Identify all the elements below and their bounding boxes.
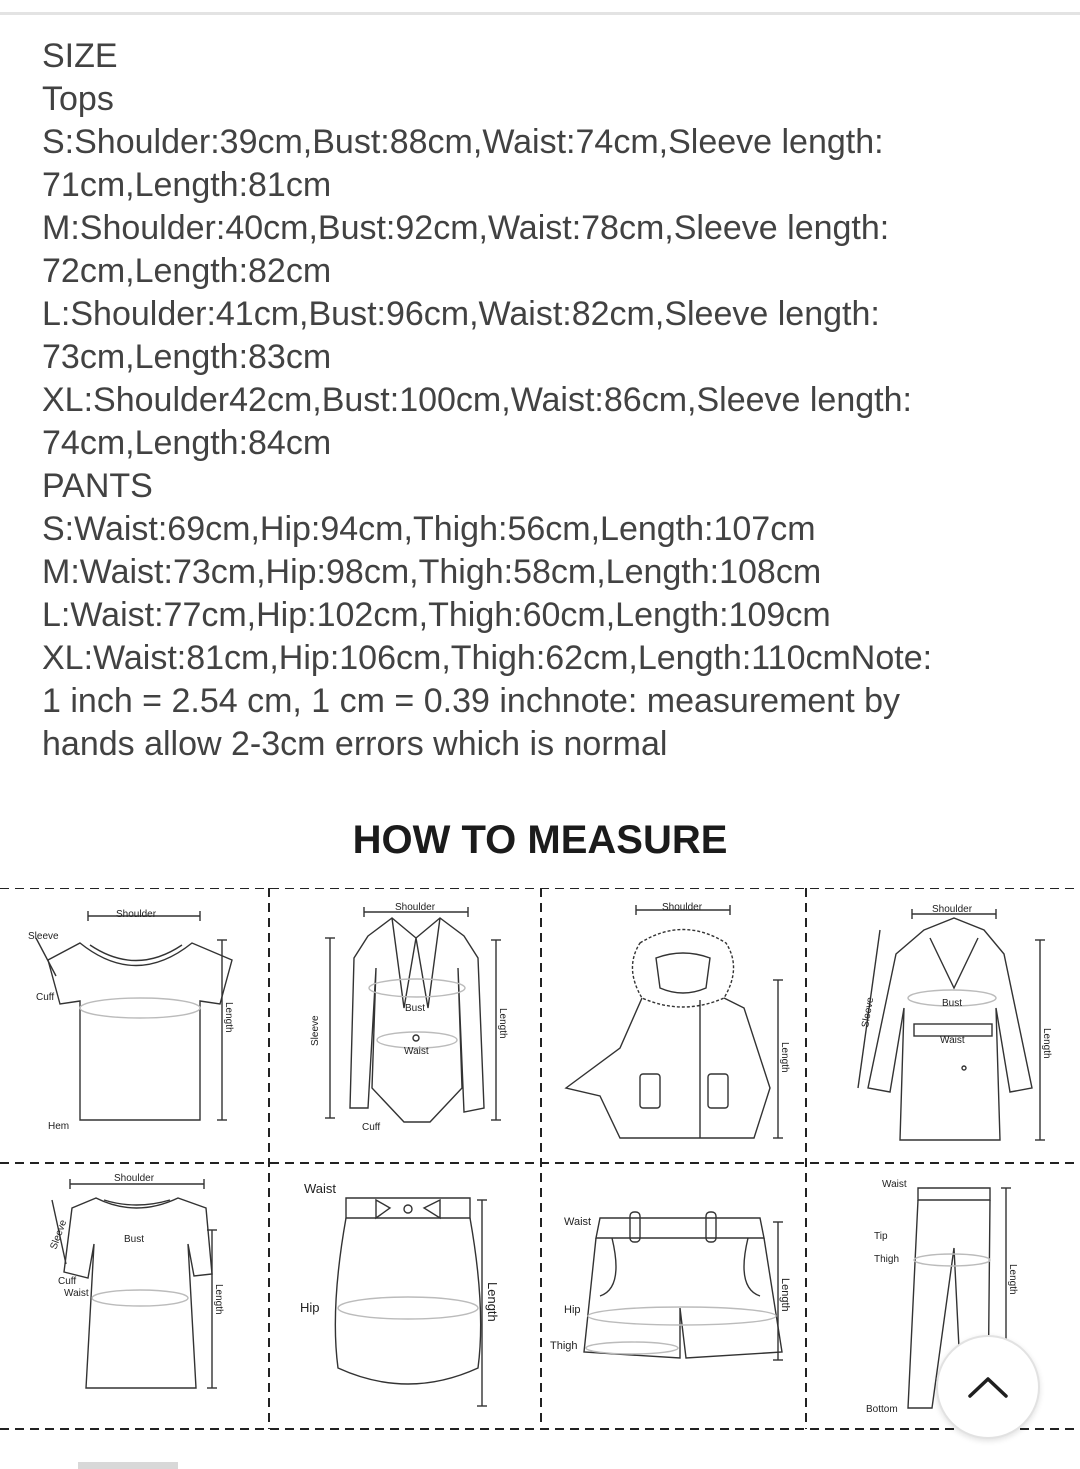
scroll-to-top-button[interactable] — [936, 1335, 1040, 1439]
desc-line: S:Waist:69cm,Hip:94cm,Thigh:56cm,Length:107cm — [42, 510, 816, 548]
blazer-sleeve-label: Sleeve — [310, 1015, 321, 1046]
desc-line: 72cm,Length:82cm — [42, 252, 332, 290]
desc-line: L:Waist:77cm,Hip:102cm,Thigh:60cm,Length:109cm — [42, 596, 831, 634]
skirt-waist-label: Waist — [304, 1181, 337, 1196]
blazer-shoulder-label: Shoulder — [395, 902, 436, 913]
desc-line: M:Shoulder:40cm,Bust:92cm,Waist:78cm,Sleeve length: — [42, 209, 890, 247]
dress-bust-label: Bust — [124, 1234, 145, 1245]
desc-line: S:Shoulder:39cm,Bust:88cm,Waist:74cm,Sleeve length: — [42, 123, 884, 161]
trousers-length-label: Length — [1007, 1264, 1018, 1295]
blazer-length-label: Length — [497, 1008, 508, 1039]
desc-line: Tops — [42, 80, 114, 118]
desc-line: hands allow 2-3cm errors which is normal — [42, 725, 668, 763]
trousers-thigh-label: Thigh — [874, 1254, 900, 1265]
dress-diagram — [52, 1179, 217, 1388]
coat-waist-label: Waist — [940, 1035, 965, 1046]
skirt-diagram — [335, 1198, 487, 1406]
coat-sleeve-label: Sleeve — [860, 996, 877, 1029]
desc-line: SIZE — [42, 37, 118, 75]
shorts-length-label: Length — [779, 1278, 791, 1312]
dress-shoulder-label: Shoulder — [114, 1173, 155, 1184]
desc-line: M:Waist:73cm,Hip:98cm,Thigh:58cm,Length:108cm — [42, 553, 822, 591]
desc-line: 71cm,Length:81cm — [42, 166, 332, 204]
blazer-diagram — [325, 907, 501, 1122]
trousers-tip-label: Tip — [874, 1231, 888, 1242]
tshirt-sleeve-label: Sleeve — [28, 931, 59, 942]
size-description — [42, 35, 1062, 766]
desc-line: XL:Waist:81cm,Hip:106cm,Thigh:62cm,Length:110cmNote: — [42, 639, 933, 677]
desc-line: 74cm,Length:84cm — [42, 424, 332, 462]
grid-lines — [0, 888, 1080, 1429]
tshirt-diagram — [36, 911, 232, 1120]
dress-waist-label: Waist — [64, 1288, 89, 1299]
trousers-waist-label: Waist — [882, 1179, 907, 1190]
desc-line: L:Shoulder:41cm,Bust:96cm,Waist:82cm,Sleeve length: — [42, 295, 880, 333]
skirt-length-label: Length — [485, 1282, 500, 1322]
blazer-waist-label: Waist — [404, 1046, 429, 1057]
coat-diagram — [858, 909, 1045, 1140]
dress-sleeve-label: Sleeve — [48, 1218, 70, 1252]
tshirt-cuff-label: Cuff — [36, 992, 55, 1003]
coat-shoulder-label: Shoulder — [932, 904, 973, 915]
cape-length-label: Length — [779, 1042, 790, 1073]
tshirt-hem-label: Hem — [48, 1121, 70, 1132]
dress-length-label: Length — [213, 1284, 224, 1315]
chevron-up-icon — [966, 1374, 1010, 1400]
shorts-waist-label: Waist — [564, 1216, 592, 1228]
shorts-diagram — [584, 1212, 783, 1360]
blazer-cuff-label: Cuff — [362, 1122, 381, 1133]
top-divider — [0, 12, 1080, 15]
tshirt-length-label: Length — [223, 1002, 234, 1033]
blazer-bust-label: Bust — [405, 1003, 426, 1014]
desc-line: 73cm,Length:83cm — [42, 338, 332, 376]
dress-cuff-label: Cuff — [58, 1276, 77, 1287]
tshirt-shoulder-label: Shoulder — [116, 909, 157, 920]
shorts-hip-label: Hip — [564, 1304, 581, 1316]
coat-length-label: Length — [1041, 1028, 1052, 1059]
shorts-thigh-label: Thigh — [550, 1340, 578, 1352]
trousers-bottom-label: Bottom — [866, 1404, 898, 1415]
measure-diagram-grid — [0, 888, 1080, 1434]
measure-diagram-svg — [0, 888, 1080, 1434]
desc-line: PANTS — [42, 467, 153, 505]
desc-line: XL:Shoulder42cm,Bust:100cm,Waist:86cm,Sleeve length: — [42, 381, 912, 419]
coat-bust-label: Bust — [942, 998, 963, 1009]
skirt-hip-label: Hip — [300, 1300, 320, 1315]
desc-line: 1 inch = 2.54 cm, 1 cm = 0.39 inchnote: measurement by — [42, 682, 901, 720]
cape-shoulder-label: Shoulder — [662, 902, 703, 913]
next-section-peek — [78, 1462, 178, 1469]
how-to-measure-title: HOW TO MEASURE — [352, 818, 728, 862]
cape-diagram — [566, 905, 783, 1138]
